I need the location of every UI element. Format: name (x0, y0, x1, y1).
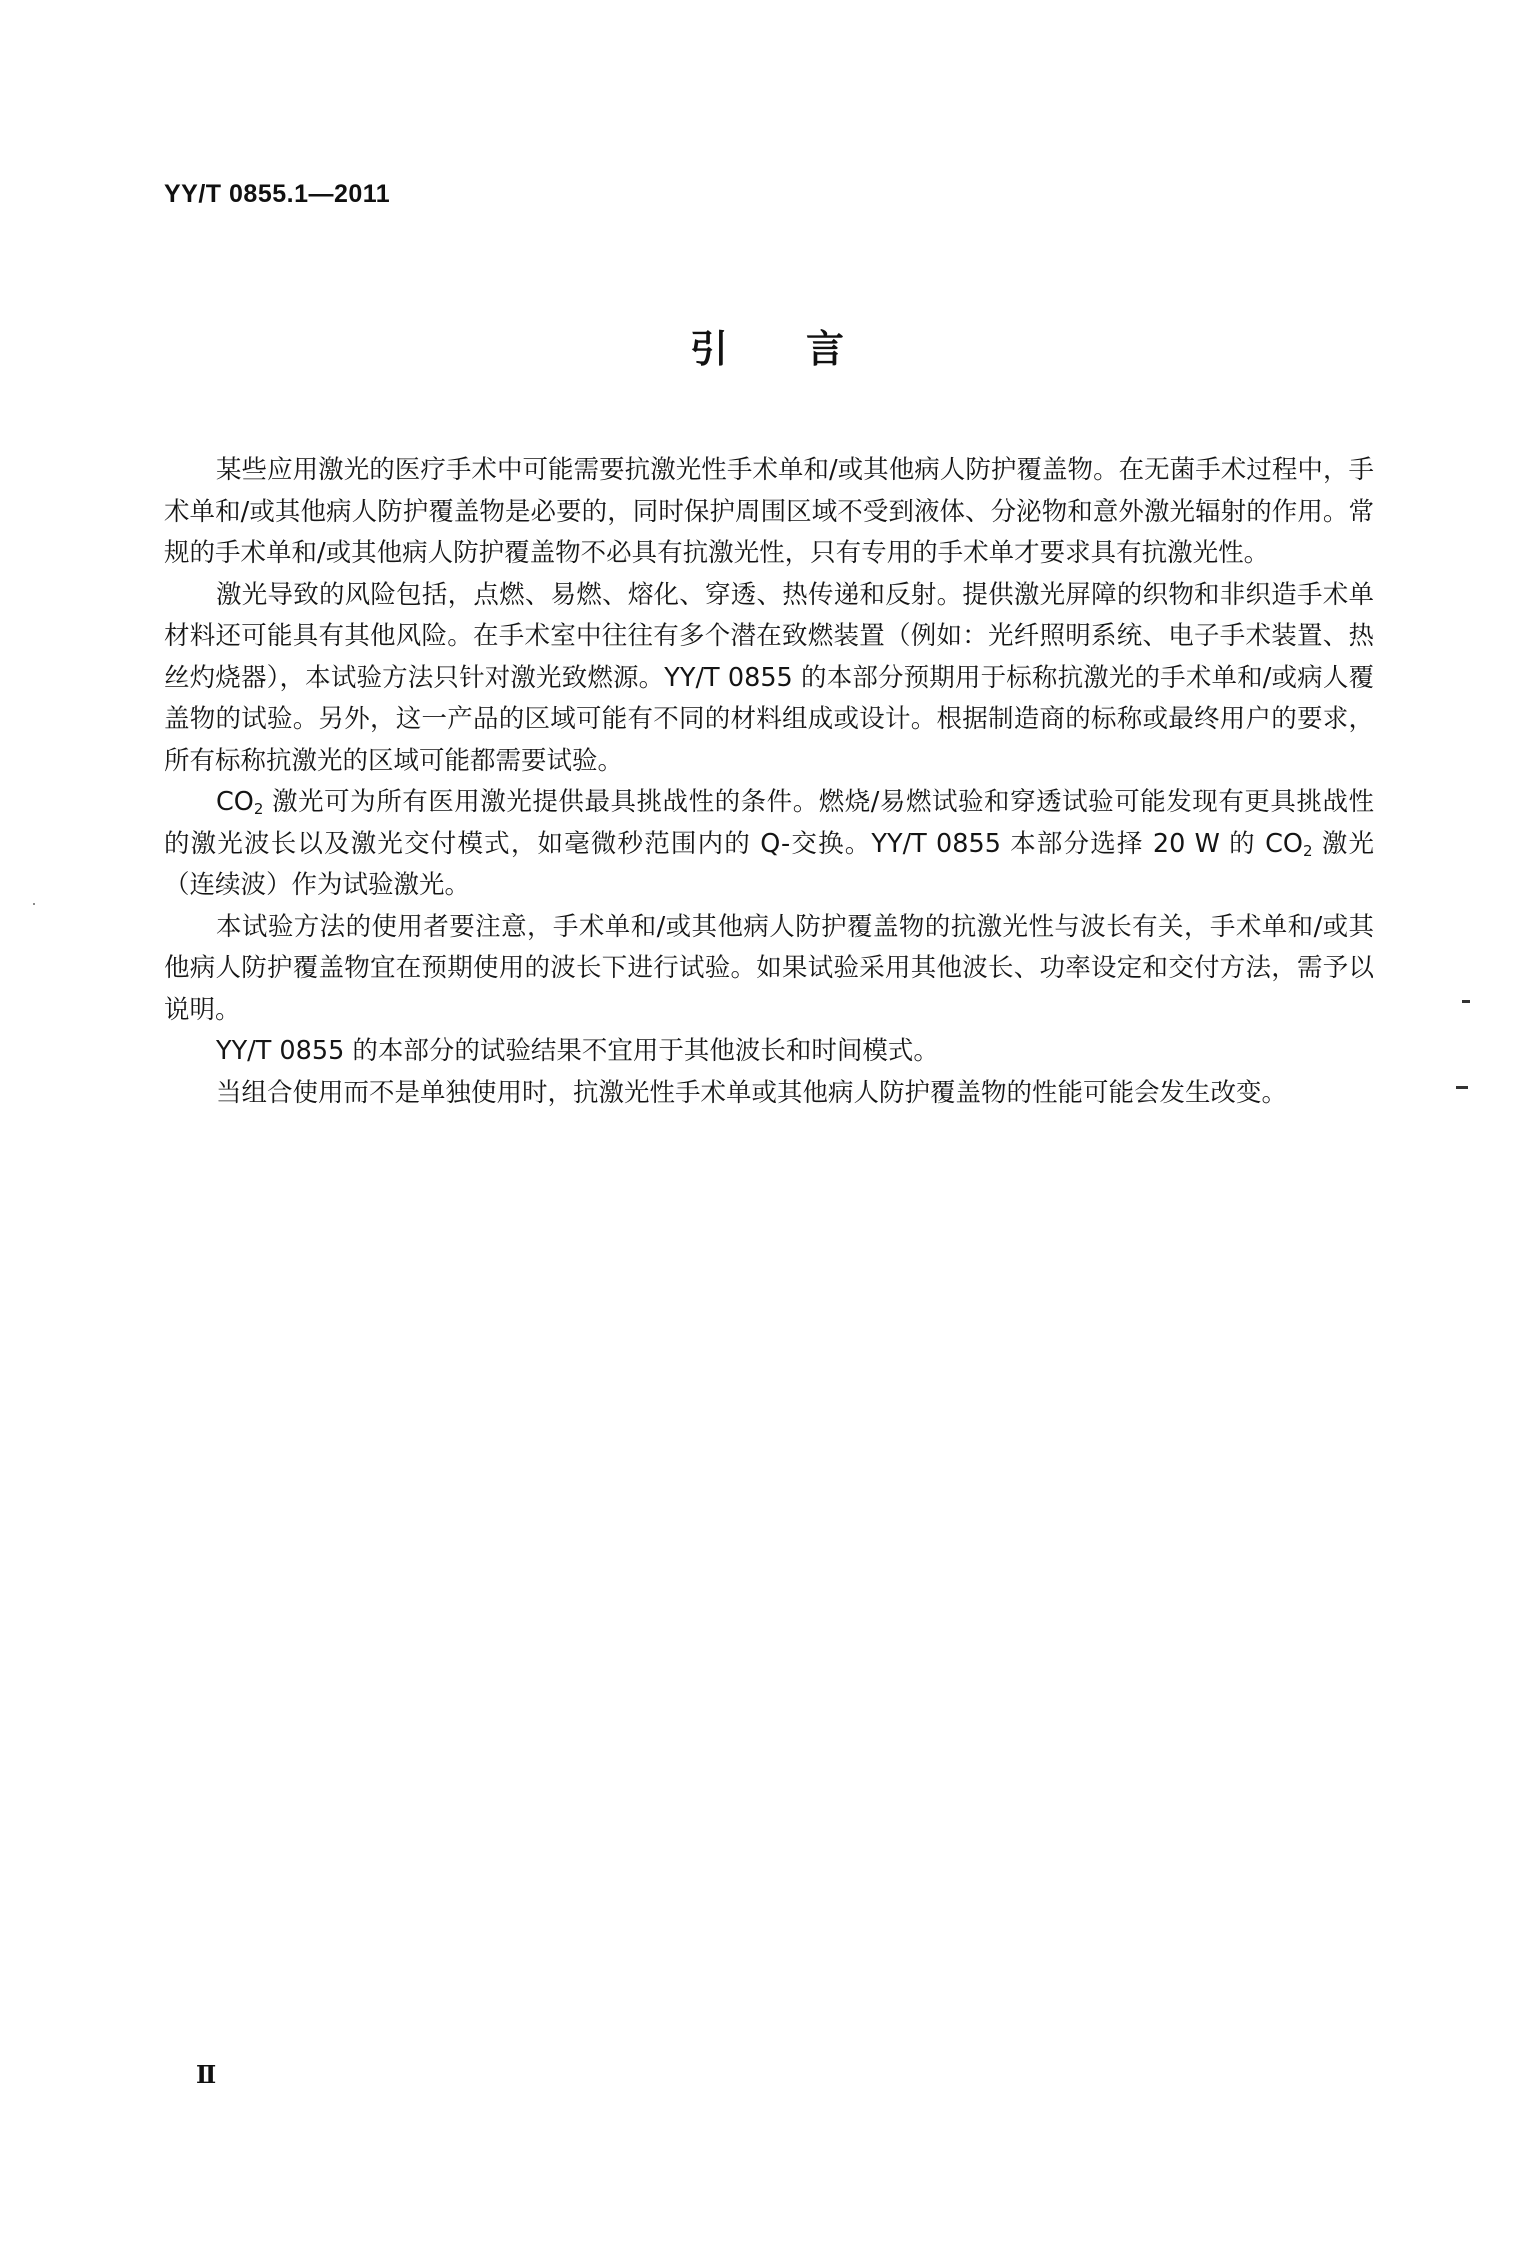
paragraph-1: 某些应用激光的医疗手术中可能需要抗激光性手术单和/或其他病人防护覆盖物。在无菌手术过程中，手术单和/或其他病人防护覆盖物是必要的，同时保护周围区域不受到液体、分泌物和意外激光辐射的作用。常规的手术单和/或其他病人防护覆盖物不必具有抗激光性，只有专用的手术单才要求具有抗激光性。 (164, 455, 1374, 568)
paragraph-4: 本试验方法的使用者要注意，手术单和/或其他病人防护覆盖物的抗激光性与波长有关，手术单和/或其他病人防护覆盖物宜在预期使用的波长下进行试验。如果试验采用其他波长、功率设定和交付方法，需予以说明。 (164, 911, 1374, 1025)
paragraph-3-text-a: 激光可为所有医用激光提供最具挑战性的条件。燃烧/易燃试验和穿透试验可能发现有更具挑战性的激光波长以及激光交付模式，如毫微秒范围内的 Q-交换。YY/T 0855 本部分选择 20 W 的 (164, 787, 1374, 859)
co2-formula: $CO_2$ (216, 787, 264, 818)
paragraph-3-text-b: 激光（连续波）作为试验激光。 (164, 828, 1374, 900)
scan-artifact-mark (1456, 1086, 1468, 1089)
introduction-body (164, 450, 1374, 1114)
paragraph-2: 激光导致的风险包括，点燃、易燃、熔化、穿透、热传递和反射。提供激光屏障的织物和非织造手术单材料还可能具有其他风险。在手术室中往往有多个潜在致燃装置（例如：光纤照明系统、电子手术装置、热丝灼烧器），本试验方法只针对激光致燃源。YY/T 0855 的本部分预期用于标称抗激光的手术单和/或病人覆盖物的试验。另外，这一产品的区域可能有不同的材料组成或设计。根据制造商的标称或最终用户的要求，所有标称抗激光的区域可能都需要试验。 (164, 579, 1374, 776)
paragraph-5: YY/T 0855 的本部分的试验结果不宜用于其他波长和时间模式。 (216, 1036, 939, 1066)
paragraph-3 (164, 782, 1374, 907)
co2-formula: $CO_2$ (1265, 828, 1313, 860)
scan-artifact-mark (1462, 1000, 1470, 1003)
page-number: Ⅱ (196, 2060, 217, 2089)
section-title: 引言 (689, 327, 922, 371)
paragraph-6: 当组合使用而不是单独使用时，抗激光性手术单或其他病人防护覆盖物的性能可能会发生改变。 (216, 1077, 1288, 1108)
standard-code-header: YY/T 0855.1—2011 (164, 180, 391, 208)
scan-artifact-dot (33, 903, 35, 905)
